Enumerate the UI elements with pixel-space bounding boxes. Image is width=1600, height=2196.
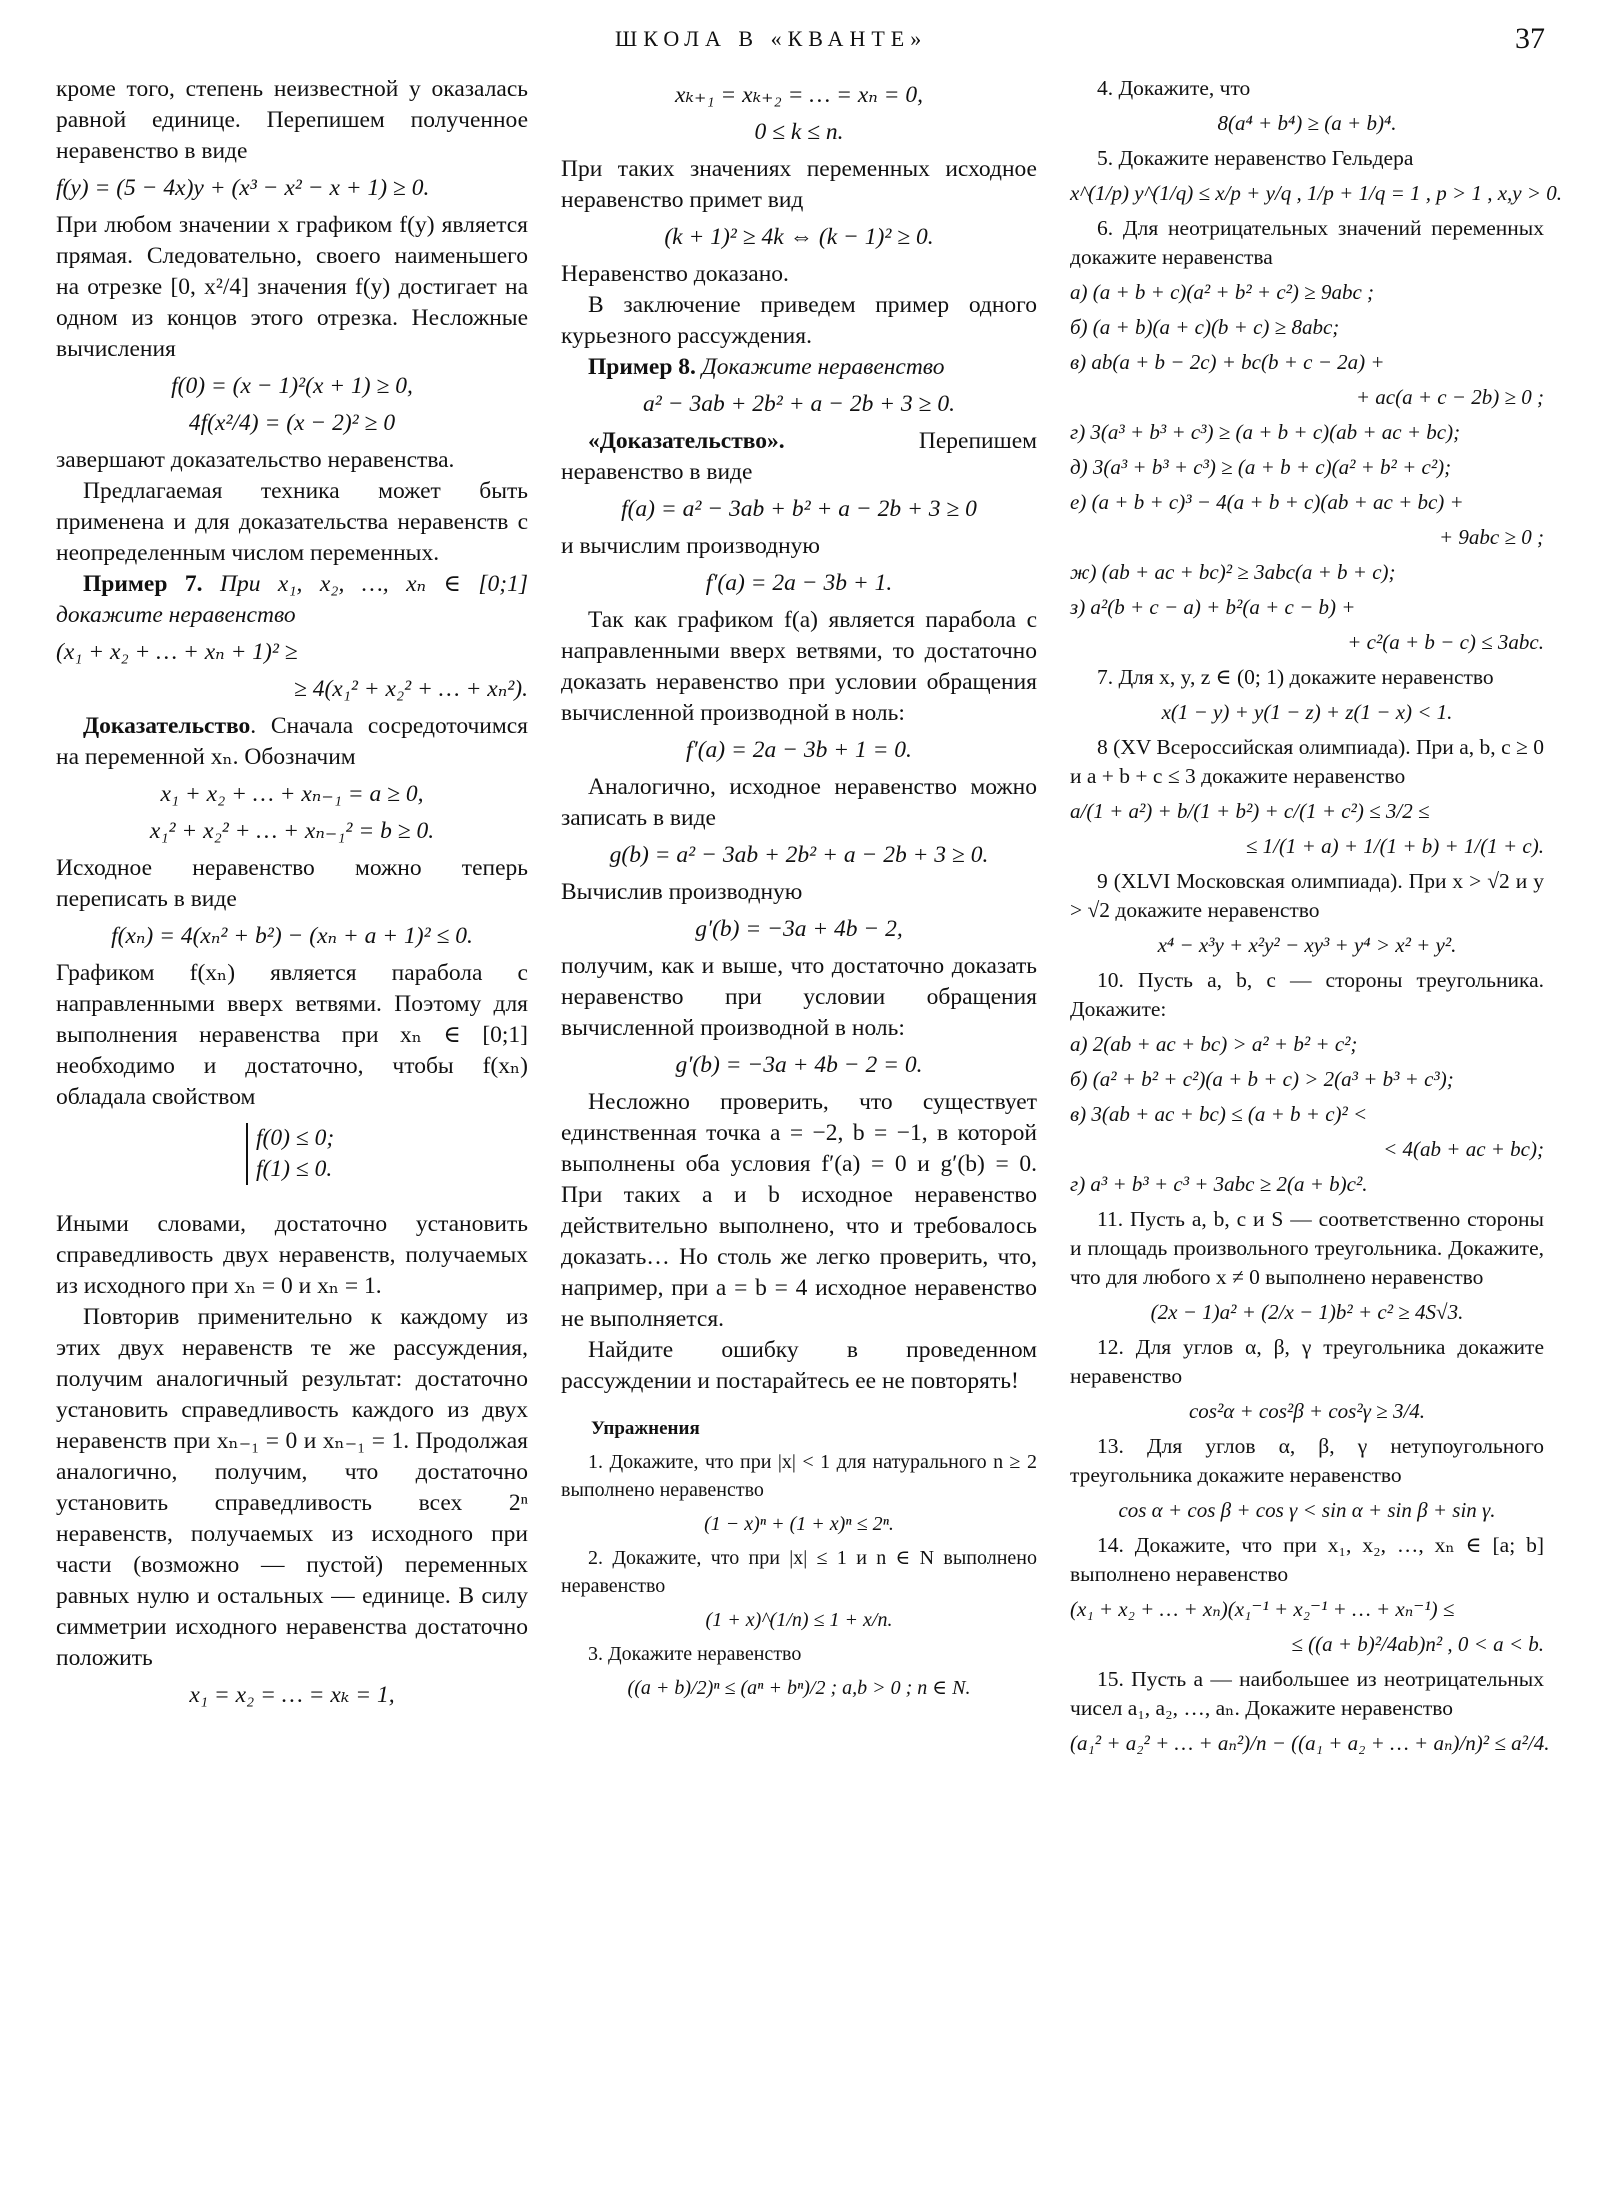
formula: f(y) = (5 − 4x)y + (x³ − x² − x + 1) ≥ 0. xyxy=(56,175,430,201)
formula: xₖ₊₁ = xₖ₊₂ = … = xₙ = 0, xyxy=(674,82,924,108)
paragraph: Найдите ошибку в проведенном рассуждении и постарайтесь ее не повторять! xyxy=(561,1337,1037,1394)
formula: g′(b) = −3a + 4b − 2 = 0. xyxy=(675,1052,923,1078)
page-number: 37 xyxy=(1515,22,1545,55)
system-of-conditions xyxy=(246,1123,528,1185)
formula: в) 3(ab + ac + bc) ≤ (a + b + c)² < xyxy=(1070,1102,1368,1126)
example-label: Пример 8. xyxy=(588,354,696,380)
exercise-11: 11. Пусть a, b, c и S — соответственно стороны и площадь произвольного треугольника. Докажите, что для любого x ≠ 0 выполнено неравенство xyxy=(1070,1207,1544,1289)
formula: б) (a² + b² + c²)(a + b + c) > 2(a³ + b³ + c³); xyxy=(1070,1067,1454,1091)
formula: (1 − x)ⁿ + (1 + x)ⁿ ≤ 2ⁿ. xyxy=(704,1513,894,1535)
exercise-2: 2. Докажите, что при |x| ≤ 1 и n ∈ N выполнено неравенство xyxy=(561,1547,1037,1597)
formula: а) (a + b + c)(a² + b² + c²) ≥ 9abc ; xyxy=(1070,280,1375,304)
formula: в) ab(a + b − 2c) + bc(b + c − 2a) + xyxy=(1070,350,1385,374)
formula: ((a + b)/2)ⁿ ≤ (aⁿ + bⁿ)/2 ; a,b > 0 ; n ∈ N. xyxy=(627,1677,971,1699)
paragraph: Повторив применительно к каждому из этих двух неравенств те же рассуждения, получим аналогичный результат: достаточно установить справедливость каждого из двух неравенств при xₙ₋₁ = 0 и xₙ₋₁ = 1. Продолжая аналогично, получим, что достаточно установить справедливость всех 2ⁿ неравенств, получаемых из исходного при части (возможно — пустой) переменных равных нулю и остальных — единице. В силу симметрии исходного неравенства достаточно положить xyxy=(56,1304,528,1671)
exercise-12: 12. Для углов α, β, γ треугольника докажите неравенство xyxy=(1070,1335,1544,1388)
exercise-8: 8 (XV Всероссийская олимпиада). При a, b, c ≥ 0 и a + b + c ≤ 3 докажите неравенство xyxy=(1070,735,1544,788)
paragraph: получим, как и выше, что достаточно доказать неравенство при условии обращения вычисленной производной в ноль: xyxy=(561,953,1037,1041)
paragraph: кроме того, степень неизвестной y оказалась равной единице. Перепишем полученное неравенство в виде xyxy=(56,76,528,164)
formula: б) (a + b)(a + c)(b + c) ≥ 8abc; xyxy=(1070,315,1340,339)
exercises-heading: Упражнения xyxy=(591,1418,700,1439)
column-3 xyxy=(1070,74,1563,1764)
formula: f(0) ≤ 0; xyxy=(256,1125,335,1151)
proof-text: Перепишем неравенство в виде xyxy=(561,428,1037,485)
formula: г) 3(a³ + b³ + c³) ≥ (a + b + c)(ab + ac + bc); xyxy=(1070,420,1461,444)
formula: ж) (ab + ac + bc)² ≥ 3abc(a + b + c); xyxy=(1070,560,1396,584)
proof-text: . Сначала сосредоточимся на переменной xₙ. Обозначим xyxy=(56,713,528,770)
formula: а) 2(ab + ac + bc) > a² + b² + c²; xyxy=(1070,1032,1358,1056)
formula: x₁ = x₂ = … = xₖ = 1, xyxy=(189,1682,395,1708)
paragraph: Несложно проверить, что существует единственная точка a = −2, b = −1, в которой выполнены оба условия f′(a) = 0 и g′(b) = 0. При таких a и b исходное неравенство действительно выполнено, что и требовалось доказать… Но столь же легко проверить, что, например, при a = b = 4 исходное неравенство не выполняется. xyxy=(561,1089,1037,1332)
formula: f′(a) = 2a − 3b + 1. xyxy=(705,570,893,596)
formula: (1 + x)^(1/n) ≤ 1 + x/n. xyxy=(705,1609,893,1631)
formula: (x₁ + x₂ + … + xₙ)(x₁⁻¹ + x₂⁻¹ + … + xₙ⁻¹) ≤ xyxy=(1070,1597,1455,1621)
example-statement: Докажите неравенство xyxy=(701,354,945,380)
column-2 xyxy=(561,74,1037,1708)
formula: f(xₙ) = 4(xₙ² + b²) − (xₙ + a + 1)² ≤ 0. xyxy=(111,923,473,949)
proof-label: Доказательство xyxy=(83,713,251,739)
running-title: ШКОЛА В «КВАНТЕ» xyxy=(615,26,928,51)
example-7 xyxy=(56,569,528,631)
formula: x(1 − y) + y(1 − z) + z(1 − x) < 1. xyxy=(1161,700,1453,724)
formula: з) a²(b + c − a) + b²(a + c − b) + xyxy=(1070,595,1356,619)
paragraph: Предлагаемая техника может быть применена и для доказательства неравенств с неопределенным числом переменных. xyxy=(56,478,528,566)
exercise-9: 9 (XLVI Московская олимпиада). При x > √2 и y > √2 докажите неравенство xyxy=(1070,869,1544,922)
formula: + 9abc ≥ 0 ; xyxy=(1438,525,1544,549)
formula: ≥ 4(x₁² + x₂² + … + xₙ²). xyxy=(293,676,528,702)
formula: a² − 3ab + 2b² + a − 2b + 3 ≥ 0. xyxy=(643,391,955,417)
exercise-1: 1. Докажите, что при |x| < 1 для натурального n ≥ 2 выполнено неравенство xyxy=(561,1451,1037,1501)
page-header xyxy=(0,22,1600,66)
formula: е) (a + b + c)³ − 4(a + b + c)(ab + ac + bc) + xyxy=(1070,490,1464,514)
formula: (x₁ + x₂ + … + xₙ + 1)² ≥ xyxy=(56,639,298,665)
exercise-3: 3. Докажите неравенство xyxy=(588,1643,802,1665)
formula: f(1) ≤ 0. xyxy=(256,1156,333,1182)
proof-paragraph xyxy=(56,711,528,773)
formula: (a₁² + a₂² + … + aₙ²)/n − ((a₁ + a₂ + … + aₙ)/n)² ≤ a²/4. xyxy=(1070,1731,1550,1755)
formula: (k + 1)² ≥ 4k ⇔ (k − 1)² ≥ 0. xyxy=(664,224,934,250)
formula: x₁² + x₂² + … + xₙ₋₁² = b ≥ 0. xyxy=(149,818,435,844)
formula: cos α + cos β + cos γ < sin α + sin β + sin γ. xyxy=(1118,1498,1496,1522)
example-8 xyxy=(561,352,1037,383)
formula: ≤ ((a + b)²/4ab)n² , 0 < a < b. xyxy=(1291,1632,1544,1656)
proof-paragraph xyxy=(561,426,1037,488)
paragraph: Исходное неравенство можно теперь переписать в виде xyxy=(56,855,528,912)
exercise-6: 6. Для неотрицательных значений переменных докажите неравенства xyxy=(1070,216,1544,269)
exercise-15: 15. Пусть a — наибольшее из неотрицательных чисел a₁, a₂, …, aₙ. Докажите неравенство xyxy=(1070,1667,1544,1720)
paragraph: При любом значении x графиком f(y) является прямая. Следовательно, своего наименьшего на отрезке [0, x²/4] значения f(y) достигает на одном из концов этого отрезка. Несложные вычисления xyxy=(56,212,528,362)
formula: g(b) = a² − 3ab + 2b² + a − 2b + 3 ≥ 0. xyxy=(609,842,989,868)
formula: + ac(a + c − 2b) ≥ 0 ; xyxy=(1355,385,1544,409)
formula: 4f(x²/4) = (x − 2)² ≥ 0 xyxy=(188,410,396,436)
formula: + c²(a + b − c) ≤ 3abc. xyxy=(1347,630,1544,654)
paragraph: Графиком f(xₙ) является парабола с направленными вверх ветвями. Поэтому для выполнения неравенства при xₙ ∈ [0;1] необходимо и достаточно, чтобы f(xₙ) обладала свойством xyxy=(56,960,528,1110)
paragraph: Иными словами, достаточно установить справедливость двух неравенств, получаемых из исходного при xₙ = 0 и xₙ = 1. xyxy=(56,1211,528,1299)
example-label: Пример 7. xyxy=(83,571,203,597)
proof-label: «Доказательство». xyxy=(588,428,785,454)
paragraph: Так как графиком f(a) является парабола с направленными вверх ветвями, то достаточно доказать неравенство при условии обращения вычисленной производной в ноль: xyxy=(561,607,1037,726)
formula: g′(b) = −3a + 4b − 2, xyxy=(695,916,903,942)
column-1 xyxy=(56,74,528,1717)
exercise-7: 7. Для x, y, z ∈ (0; 1) докажите неравенство xyxy=(1097,665,1494,689)
formula: x⁴ − x³y + x²y² − xy³ + y⁴ > x² + y². xyxy=(1157,933,1457,957)
formula: д) 3(a³ + b³ + c³) ≥ (a + b + c)(a² + b² + c²); xyxy=(1070,455,1452,479)
paragraph: В заключение приведем пример одного курьезного рассуждения. xyxy=(561,292,1037,349)
formula: f′(a) = 2a − 3b + 1 = 0. xyxy=(686,737,912,763)
paragraph: Аналогично, исходное неравенство можно записать в виде xyxy=(561,774,1037,831)
exercise-4: 4. Докажите, что xyxy=(1097,76,1251,100)
formula: г) a³ + b³ + c³ + 3abc ≥ 2(a + b)c². xyxy=(1070,1172,1368,1196)
paragraph: Неравенство доказано. xyxy=(561,261,789,287)
paragraph: и вычислим производную xyxy=(561,533,820,559)
paragraph: завершают доказательство неравенства. xyxy=(56,447,455,473)
paragraph: При таких значениях переменных исходное неравенство примет вид xyxy=(561,156,1037,213)
formula: 8(a⁴ + b⁴) ≥ (a + b)⁴. xyxy=(1217,111,1397,135)
formula: (2x − 1)a² + (2/x − 1)b² + c² ≥ 4S√3. xyxy=(1150,1300,1464,1324)
formula: x^(1/p) y^(1/q) ≤ x/p + y/q , 1/p + 1/q = 1 , p > 1 , x,y > 0. xyxy=(1070,181,1563,205)
formula: f(0) = (x − 1)²(x + 1) ≥ 0, xyxy=(171,373,413,399)
example-statement: При x₁, x₂, …, xₙ ∈ [0;1] докажите неравенство xyxy=(56,571,528,628)
formula: < 4(ab + ac + bc); xyxy=(1383,1137,1544,1161)
formula: 0 ≤ k ≤ n. xyxy=(754,119,844,145)
exercise-10: 10. Пусть a, b, c — стороны треугольника. Докажите: xyxy=(1070,968,1544,1021)
formula: x₁ + x₂ + … + xₙ₋₁ = a ≥ 0, xyxy=(160,781,424,807)
exercise-14: 14. Докажите, что при x₁, x₂, …, xₙ ∈ [a; b] выполнено неравенство xyxy=(1070,1533,1544,1586)
formula: ≤ 1/(1 + a) + 1/(1 + b) + 1/(1 + c). xyxy=(1245,834,1544,858)
exercise-13: 13. Для углов α, β, γ нетупоугольного треугольника докажите неравенство xyxy=(1070,1434,1544,1487)
formula: f(a) = a² − 3ab + b² + a − 2b + 3 ≥ 0 xyxy=(621,496,977,522)
formula: a/(1 + a²) + b/(1 + b²) + c/(1 + c²) ≤ 3/2 ≤ xyxy=(1070,799,1430,823)
exercise-5: 5. Докажите неравенство Гельдера xyxy=(1097,146,1414,170)
paragraph: Вычислив производную xyxy=(561,879,803,905)
formula: cos²α + cos²β + cos²γ ≥ 3/4. xyxy=(1188,1399,1426,1423)
